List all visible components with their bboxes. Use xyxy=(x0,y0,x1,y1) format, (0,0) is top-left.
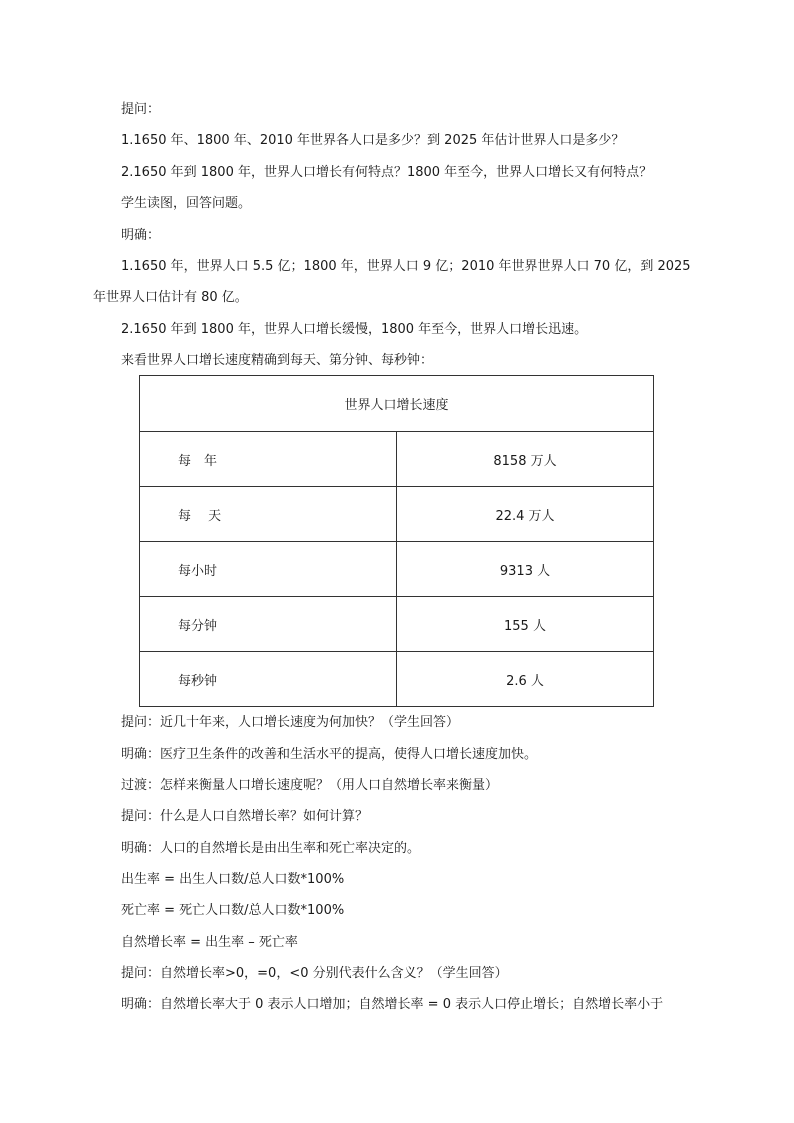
question-heading: 提问： xyxy=(121,102,161,117)
row-label: 每 年 xyxy=(140,432,397,487)
formula-birth-rate: 出生率 = 出生人口数/总人口数*100% xyxy=(121,872,345,887)
question-speed: 提问：近几十年来，人口增长速度为何加快？（学生回答） xyxy=(121,715,460,730)
row-label: 每小时 xyxy=(140,542,397,597)
table-row xyxy=(140,487,654,542)
question-meaning: 提问：自然增长率>0，=0，<0 分别代表什么含义？（学生回答） xyxy=(121,966,508,981)
student-instruction: 学生读图，回答问题。 xyxy=(121,196,252,211)
table-intro: 来看世界人口增长速度精确到每天、第分钟、每秒钟： xyxy=(121,353,434,368)
formula-death-rate: 死亡率 = 死亡人口数/总人口数*100% xyxy=(121,903,345,918)
row-value: 8158 万人 xyxy=(397,432,654,487)
formula-natural-rate: 自然增长率 = 出生率 – 死亡率 xyxy=(121,935,298,950)
clarify-heading: 明确： xyxy=(121,228,161,243)
table-header-row xyxy=(140,376,654,432)
table-row xyxy=(140,597,654,652)
answer-1-line-2: 年世界人口估计有 80 亿。 xyxy=(93,290,248,305)
row-label: 每分钟 xyxy=(140,597,397,652)
clarify-meaning: 明确：自然增长率大于 0 表示人口增加；自然增长率 = 0 表示人口停止增长；自然增长率小于 xyxy=(121,997,664,1012)
row-value: 22.4 万人 xyxy=(397,487,654,542)
answer-1-line-1: 1.1650 年，世界人口 5.5 亿；1800 年，世界人口 9 亿；2010 年世界世界人口 70 亿，到 2025 xyxy=(121,259,691,274)
row-value: 9313 人 xyxy=(397,542,654,597)
growth-rate-table xyxy=(139,375,654,707)
question-natural-rate: 提问：什么是人口自然增长率？如何计算？ xyxy=(121,809,369,824)
row-value: 2.6 人 xyxy=(397,652,654,707)
table-row xyxy=(140,652,654,707)
clarify-natural-rate: 明确：人口的自然增长是由出生率和死亡率决定的。 xyxy=(121,841,421,856)
row-value: 155 人 xyxy=(397,597,654,652)
question-1: 1.1650 年、1800 年、2010 年世界各人口是多少？到 2025 年估计世界人口是多少？ xyxy=(121,133,625,148)
table-row xyxy=(140,542,654,597)
transition: 过渡：怎样来衡量人口增长速度呢？（用人口自然增长率来衡量） xyxy=(121,778,499,793)
table-row xyxy=(140,432,654,487)
clarify-speed: 明确：医疗卫生条件的改善和生活水平的提高，使得人口增长速度加快。 xyxy=(121,747,538,762)
answer-2: 2.1650 年到 1800 年，世界人口增长缓慢，1800 年至今，世界人口增长迅速。 xyxy=(121,322,588,337)
row-label: 每秒钟 xyxy=(140,652,397,707)
question-2: 2.1650 年到 1800 年，世界人口增长有何特点？1800 年至今，世界人口增长又有何特点？ xyxy=(121,165,653,180)
table-title: 世界人口增长速度 xyxy=(140,376,654,432)
row-label: 每 天 xyxy=(140,487,397,542)
